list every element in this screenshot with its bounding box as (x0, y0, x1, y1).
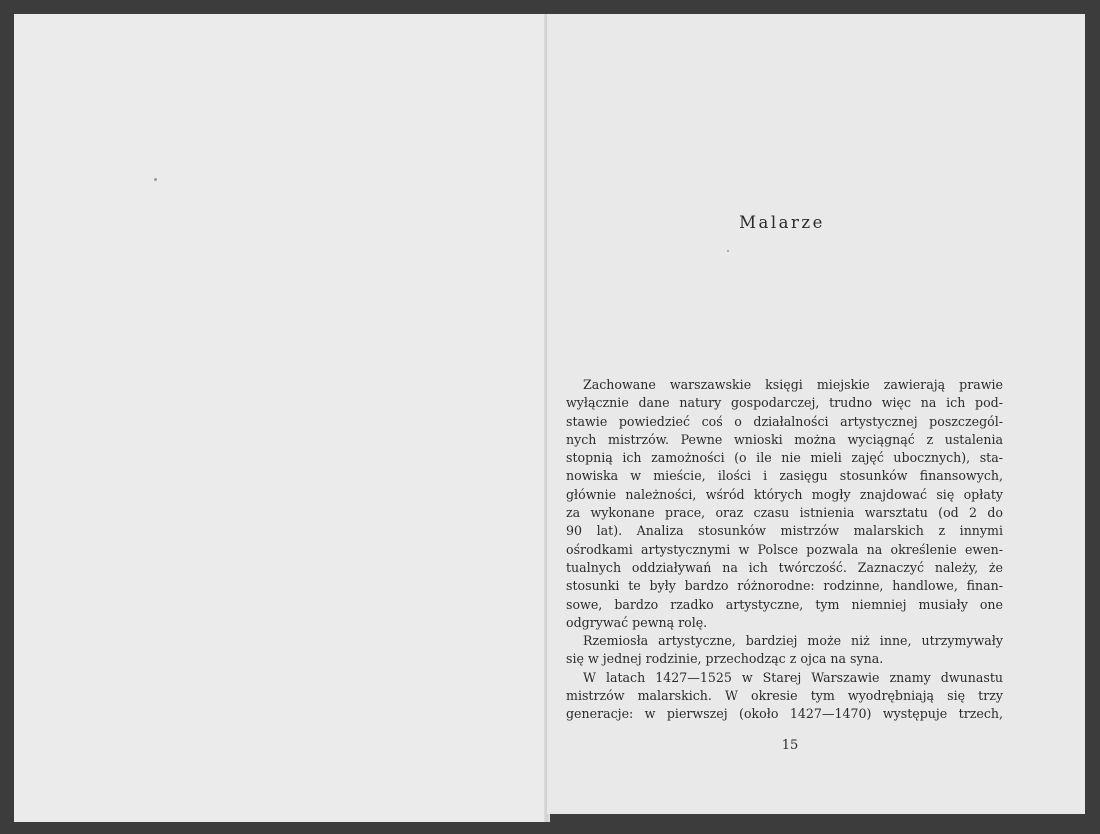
text-line: nych mistrzów. Pewne wnioski można wyciągnąć z ustalenia (566, 431, 1003, 447)
text-line: 90 lat). Analiza stosunków mistrzów malarskich z innymi (566, 523, 1003, 539)
text-line: za wykonane prace, oraz czasu istnienia warsztatu (od 2 do (566, 505, 1003, 521)
text-line: stopnią ich zamożności (o ile nie mieli zajęć ubocznych), sta- (566, 450, 1003, 466)
text-line: wyłącznie dane natury gospodarczej, trudno więc na ich pod- (566, 395, 1003, 411)
page-number: 15 (781, 738, 799, 753)
paper-speck (727, 250, 729, 252)
text-line: stosunki te były bardzo różnorodne: rodzinne, handlowe, finan- (566, 578, 1003, 594)
text-line: mistrzów malarskich. W okresie tym wyodrębniają się trzy (566, 688, 1003, 704)
text-line: się w jednej rodzinie, przechodząc z ojca na syna. (566, 651, 884, 667)
left-page-blank (14, 14, 547, 822)
text-line: sowe, bardzo rzadko artystyczne, tym niemniej musiały one (566, 596, 1003, 612)
text-line: Rzemiosła artystyczne, bardziej może niż inne, utrzymywały (583, 633, 1003, 649)
text-line: stawie powiedzieć coś o działalności artystycznej poszczegól- (566, 413, 1003, 429)
text-line: głównie należności, wśród których mogły znajdować się opłaty (566, 486, 1003, 502)
text-line: nowiska w mieście, ilości i zasięgu stosunków finansowych, (566, 468, 1003, 484)
text-line: generacje: w pierwszej (około 1427—1470) występuje trzech, (566, 706, 1003, 722)
text-line: Zachowane warszawskie księgi miejskie zawierają prawie (583, 377, 1003, 392)
body-text (566, 376, 1003, 724)
paper-speck (154, 178, 157, 181)
text-line: tualnych oddziaływań na ich twórczość. Zaznaczyć należy, że (566, 559, 1003, 575)
chapter-title: Malarze (739, 213, 825, 232)
text-line: W latach 1427—1525 w Starej Warszawie znamy dwunastu (583, 669, 1003, 685)
text-line: ośrodkami artystycznymi w Polsce pozwala na określenie ewen- (566, 541, 1003, 557)
text-line: odgrywać pewną rolę. (566, 614, 708, 630)
